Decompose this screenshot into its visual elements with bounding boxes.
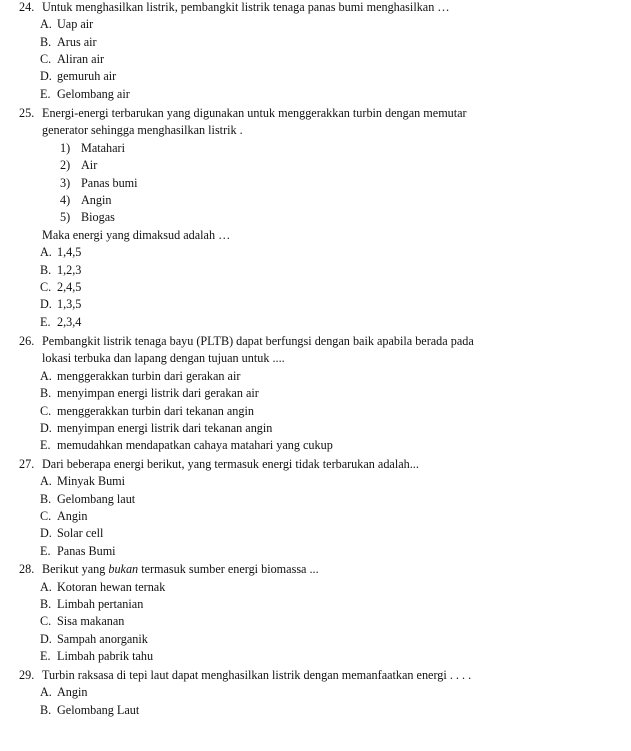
option-28-e	[40, 649, 153, 663]
option-text: menggerakkan turbin dari tekanan angin	[57, 404, 254, 418]
question-number: 28.	[19, 562, 35, 576]
option-text: Angin	[57, 509, 88, 523]
option-text: Solar cell	[57, 526, 104, 540]
item-text: Panas bumi	[81, 176, 138, 190]
option-letter: E.	[40, 87, 51, 101]
option-text: Aliran air	[57, 52, 105, 66]
question-25	[19, 106, 467, 120]
option-25-b	[40, 263, 81, 277]
item-text: Biogas	[81, 210, 115, 224]
option-26-b	[40, 386, 259, 400]
option-text: Sisa makanan	[57, 614, 125, 628]
option-25-e	[40, 315, 81, 329]
option-text: 1,2,3	[57, 263, 82, 277]
option-text: gemuruh air	[57, 69, 117, 83]
question-text-before: Berikut yang	[42, 562, 109, 576]
option-25-d	[40, 297, 81, 311]
question-text: Pembangkit listrik tenaga bayu (PLTB) dapat berfungsi dengan baik apabila berada pada	[42, 334, 474, 348]
question-text: Energi-energi terbarukan yang digunakan untuk menggerakkan turbin dengan memutar	[42, 106, 467, 120]
option-letter: C.	[40, 509, 52, 523]
option-26-a	[40, 369, 240, 383]
option-27-a	[40, 474, 125, 488]
question-number: 26.	[19, 334, 35, 348]
list-item-25-3	[60, 176, 138, 190]
option-letter: D.	[40, 526, 52, 540]
option-25-c	[40, 280, 81, 294]
list-item-25-4	[60, 193, 111, 207]
option-letter: E.	[40, 649, 51, 663]
option-27-d	[40, 526, 103, 540]
option-text: 2,4,5	[57, 280, 82, 294]
question-text: Turbin raksasa di tepi laut dapat menghasilkan listrik dengan memanfaatkan energi . . . .	[42, 668, 472, 682]
option-text: menggerakkan turbin dari gerakan air	[57, 369, 241, 383]
option-text: 1,3,5	[57, 297, 82, 311]
item-text: Angin	[81, 193, 112, 207]
option-letter: D.	[40, 632, 52, 646]
option-27-e	[40, 544, 116, 558]
option-letter: B.	[40, 492, 52, 506]
option-26-e	[40, 438, 333, 452]
option-letter: A.	[40, 685, 52, 699]
question-text-emphasis: bukan	[108, 562, 139, 576]
item-text: Matahari	[81, 141, 125, 155]
option-24-a	[40, 17, 93, 31]
option-letter: C.	[40, 614, 52, 628]
question-number: 25.	[19, 106, 35, 120]
option-text: Limbah pabrik tahu	[57, 649, 154, 663]
option-28-c	[40, 614, 124, 628]
question-27	[19, 457, 419, 471]
item-text: Air	[81, 158, 98, 172]
question-25-prompt: Maka energi yang dimaksud adalah …	[42, 228, 231, 242]
option-letter: B.	[40, 386, 52, 400]
option-29-b	[40, 703, 139, 717]
option-28-b	[40, 597, 143, 611]
option-letter: D.	[40, 421, 52, 435]
option-text: memudahkan mendapatkan cahaya matahari yang cukup	[57, 438, 333, 452]
option-27-b	[40, 492, 135, 506]
option-26-d	[40, 421, 272, 435]
option-text: Angin	[57, 685, 88, 699]
option-letter: B.	[40, 597, 52, 611]
option-24-c	[40, 52, 104, 66]
option-letter: C.	[40, 404, 52, 418]
question-text: Untuk menghasilkan listrik, pembangkit listrik tenaga panas bumi menghasilkan …	[42, 0, 450, 14]
option-letter: E.	[40, 315, 51, 329]
option-text: menyimpan energi listrik dari gerakan air	[57, 386, 259, 400]
option-text: Uap air	[57, 17, 94, 31]
item-number: 2)	[60, 158, 71, 172]
option-25-a	[40, 245, 81, 259]
question-24	[19, 0, 450, 14]
option-letter: A.	[40, 245, 52, 259]
option-26-c	[40, 404, 254, 418]
question-number: 27.	[19, 457, 35, 471]
option-text: Minyak Bumi	[57, 474, 126, 488]
option-text: Panas Bumi	[57, 544, 116, 558]
option-letter: A.	[40, 17, 52, 31]
item-number: 5)	[60, 210, 71, 224]
option-24-b	[40, 35, 97, 49]
option-letter: E.	[40, 544, 51, 558]
option-text: menyimpan energi listrik dari tekanan angin	[57, 421, 273, 435]
option-text: Arus air	[57, 35, 97, 49]
option-28-a	[40, 580, 165, 594]
option-letter: A.	[40, 580, 52, 594]
question-29	[19, 668, 471, 682]
item-number: 1)	[60, 141, 71, 155]
option-29-a	[40, 685, 87, 699]
option-text: Gelombang laut	[57, 492, 136, 506]
option-letter: B.	[40, 35, 52, 49]
option-letter: C.	[40, 280, 52, 294]
option-24-d	[40, 69, 116, 83]
option-text: Gelombang air	[57, 87, 130, 101]
option-letter: D.	[40, 297, 52, 311]
option-letter: B.	[40, 703, 52, 717]
option-letter: C.	[40, 52, 52, 66]
option-text: Limbah pertanian	[57, 597, 144, 611]
question-25-continuation: generator sehingga menghasilkan listrik .	[42, 123, 243, 137]
question-text: Dari beberapa energi berikut, yang termasuk energi tidak terbarukan adalah...	[42, 457, 419, 471]
question-text-after: termasuk sumber energi biomassa ...	[138, 562, 319, 576]
question-28	[19, 562, 319, 576]
option-text: Gelombang Laut	[57, 703, 140, 717]
option-text: 1,4,5	[57, 245, 82, 259]
list-item-25-1	[60, 141, 125, 155]
option-letter: B.	[40, 263, 52, 277]
question-26	[19, 334, 474, 348]
list-item-25-2	[60, 158, 97, 172]
option-text: 2,3,4	[57, 315, 82, 329]
option-24-e	[40, 87, 130, 101]
question-number: 29.	[19, 668, 35, 682]
option-letter: A.	[40, 474, 52, 488]
question-26-continuation: lokasi terbuka dan lapang dengan tujuan untuk ....	[42, 351, 285, 365]
option-text: Sampah anorganik	[57, 632, 148, 646]
option-28-d	[40, 632, 148, 646]
item-number: 4)	[60, 193, 71, 207]
option-27-c	[40, 509, 87, 523]
option-letter: E.	[40, 438, 51, 452]
option-letter: D.	[40, 69, 52, 83]
option-letter: A.	[40, 369, 52, 383]
list-item-25-5	[60, 210, 115, 224]
option-text: Kotoran hewan ternak	[57, 580, 166, 594]
question-number: 24.	[19, 0, 35, 14]
item-number: 3)	[60, 176, 71, 190]
